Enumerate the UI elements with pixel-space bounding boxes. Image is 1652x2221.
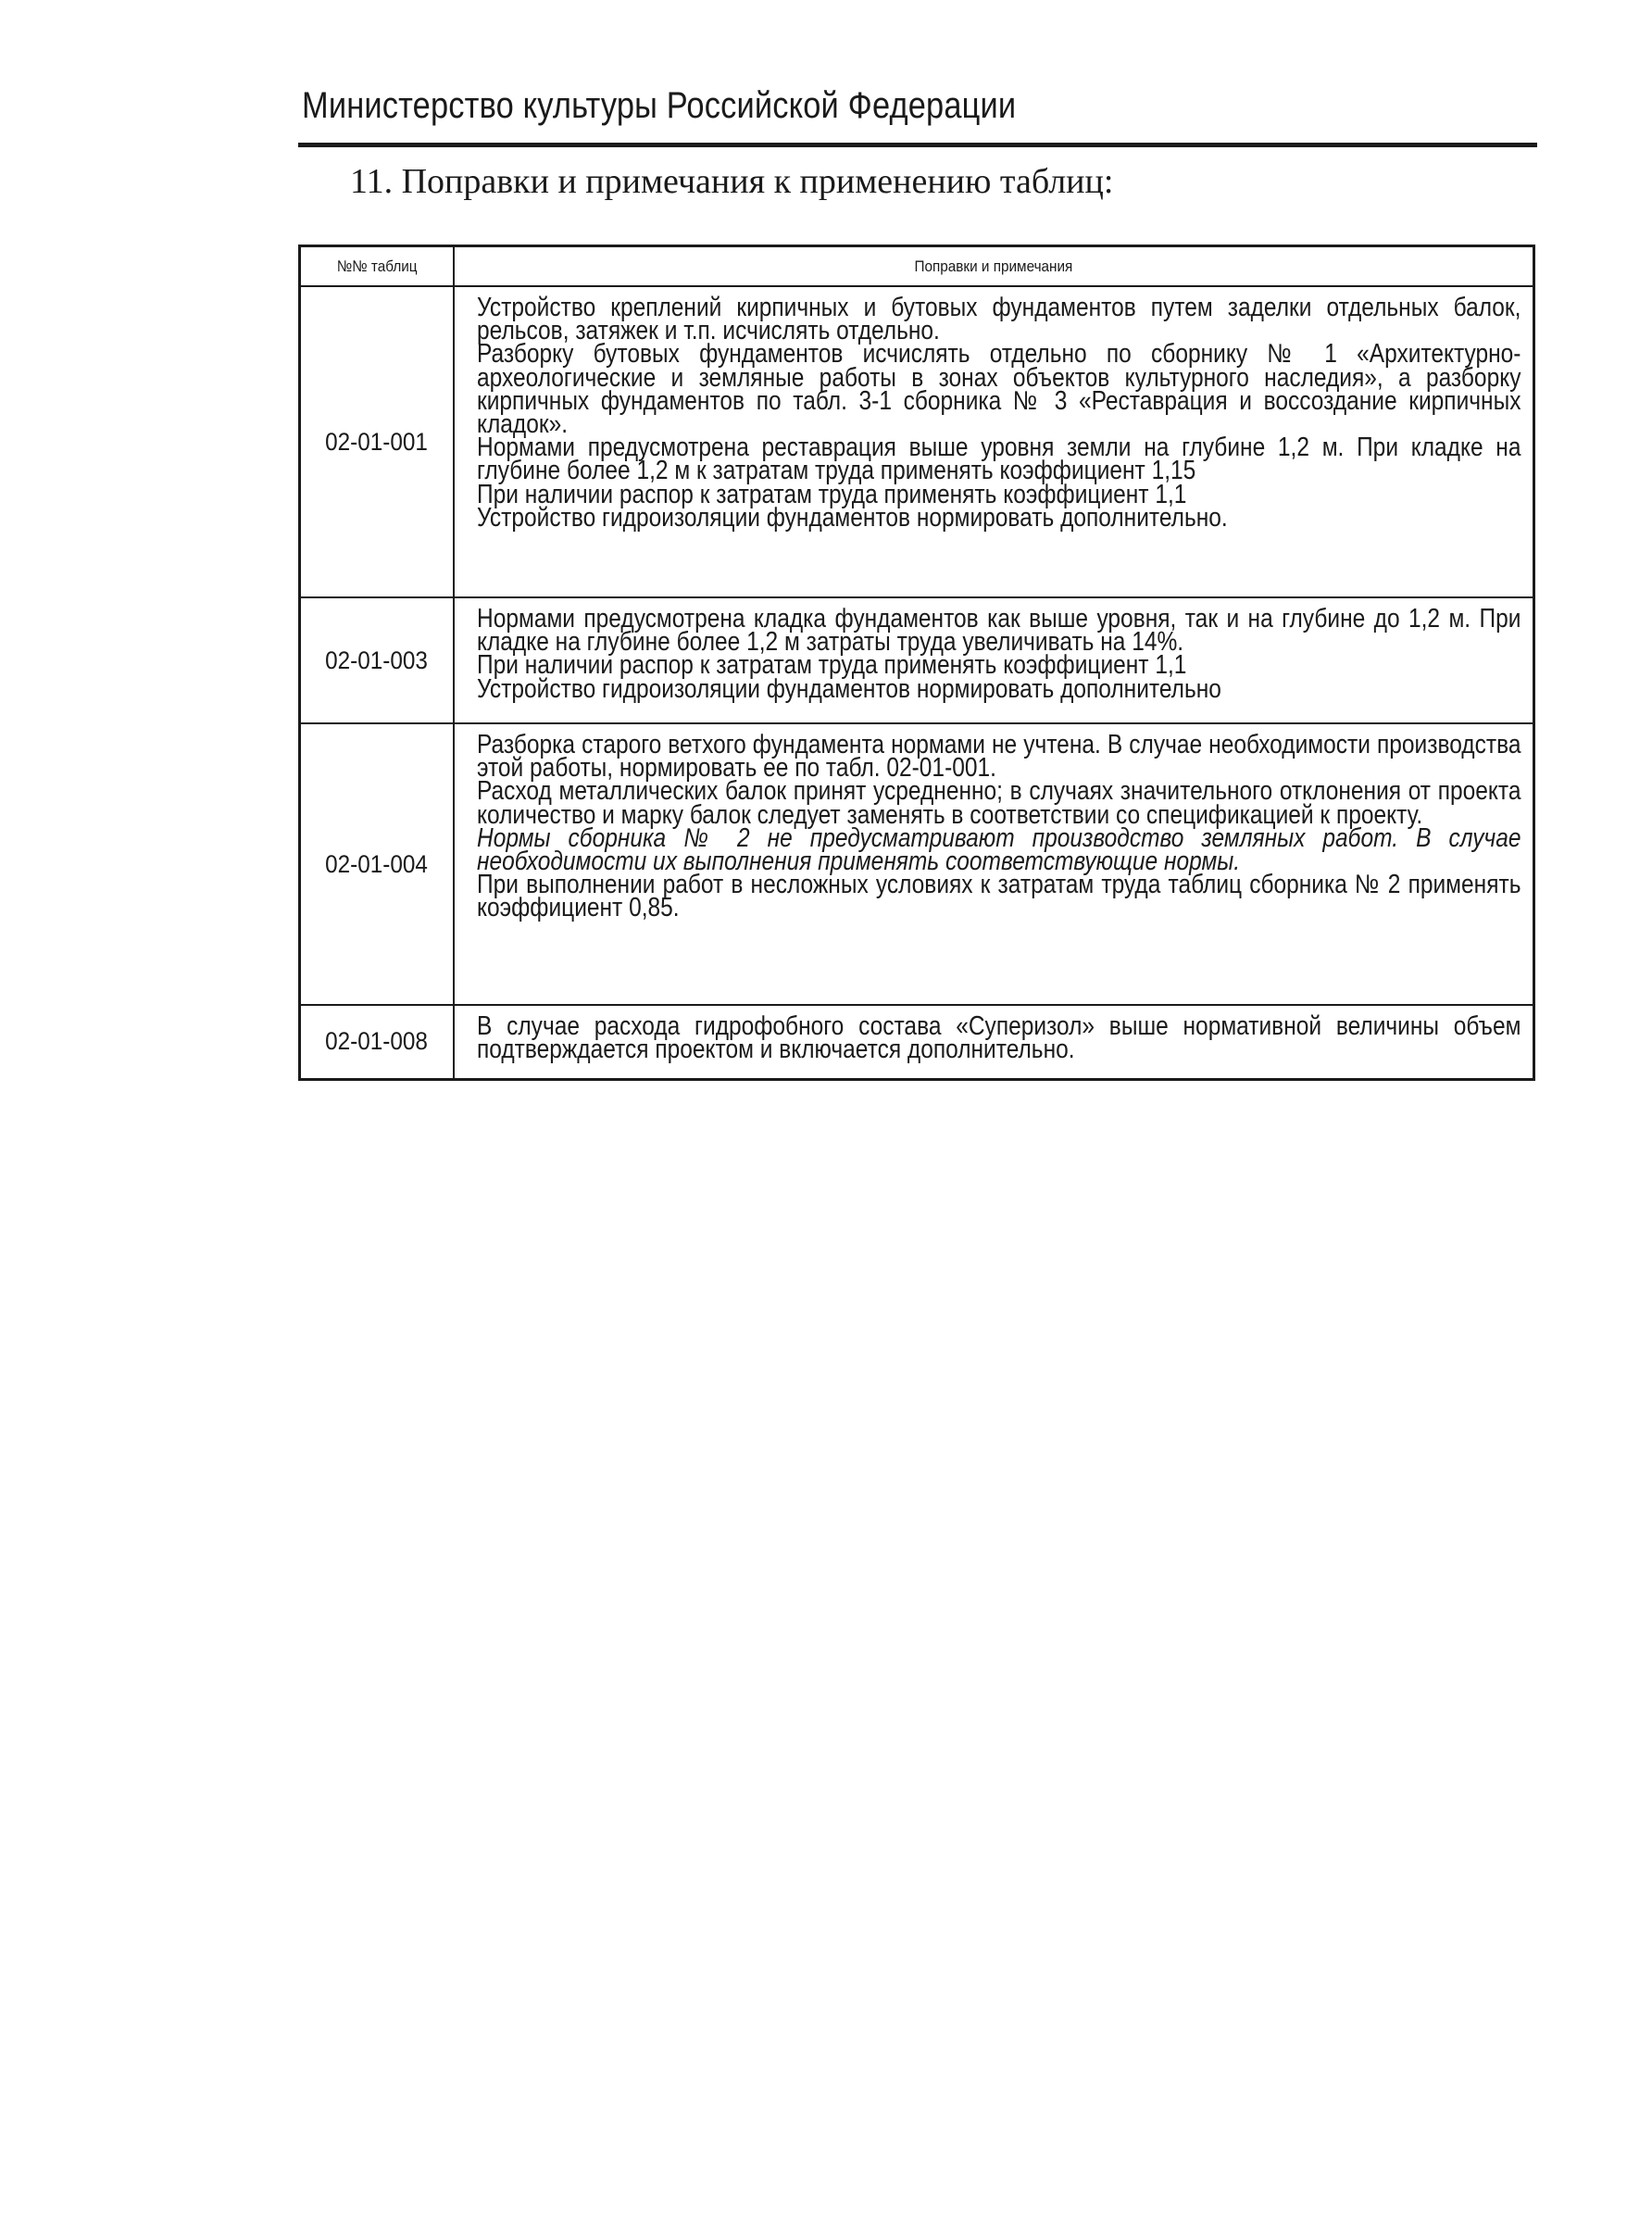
table-header-row (300, 246, 1534, 287)
note-paragraph: При наличии распор к затратам труда применять коэффициент 1,1 (476, 650, 1186, 681)
header-rule (298, 143, 1537, 147)
notes-cell (454, 723, 1534, 1005)
table-number-cell: 02-01-004 (300, 723, 454, 1005)
note-paragraph: Устройство креплений кирпичных и бутовых фундаментов путем заделки отдельных балок, рельсов, затяжек и т.п. исчислять отдельно. (476, 293, 1521, 346)
section-title: 11. Поправки и примечания к применению таблиц: (350, 162, 1114, 201)
table-number-cell: 02-01-008 (300, 1005, 454, 1079)
column-header-table-numbers: №№ таблиц (300, 246, 454, 287)
notes-cell (454, 597, 1534, 723)
note-paragraph: В случае расхода гидрофобного состава «Суперизол» выше нормативной величины объем подтверждается проектом и включается дополнительно. (476, 1011, 1521, 1065)
table-number-cell: 02-01-001 (300, 286, 454, 597)
column-header-notes: Поправки и примечания (454, 246, 1534, 287)
note-paragraph-italic: Нормы сборника № 2 не предусматривают производство земляных работ. В случае необходимости их выполнения применять соответствующие нормы. (476, 822, 1521, 877)
note-paragraph: Нормами предусмотрена кладка фундаментов как выше уровня, так и на глубине до 1,2 м. При кладке на глубине более 1,2 м затраты труда увеличивать на 14%. (476, 604, 1521, 658)
note-paragraph: При наличии распор к затратам труда применять коэффициент 1,1 (476, 479, 1186, 509)
table-number-cell: 02-01-003 (300, 597, 454, 723)
note-paragraph: При выполнении работ в несложных условиях к затратам труда таблиц сборника № 2 применять коэффициент 0,85. (476, 870, 1521, 923)
running-header: Министерство культуры Российской Федерации (302, 85, 1017, 126)
note-paragraph: Расход металлических балок принят усредненно; в случаях значительного отклонения от проекта количество и марку балок следует заменять в соответствии со спецификацией к проекту. (476, 776, 1521, 830)
table-row (300, 723, 1534, 1005)
corrections-table (298, 245, 1535, 1081)
notes-cell (454, 1005, 1534, 1079)
note-paragraph: Устройство гидроизоляции фундаментов нормировать дополнительно. (476, 502, 1228, 533)
notes-cell (454, 286, 1534, 597)
note-paragraph: Разборку бутовых фундаментов исчислять отдельно по сборнику № 1 «Архитектурно-археологические и земляные работы в зонах объектов культурного наследия», а разборку кирпичных фундаментов по табл. 3-1 сборника № 3 «Реставрация и воссоздание кирпичных кладок». (476, 339, 1521, 440)
table-row (300, 597, 1534, 723)
note-paragraph: Устройство гидроизоляции фундаментов нормировать дополнительно (476, 673, 1221, 704)
table-row (300, 1005, 1534, 1079)
note-paragraph: Нормами предусмотрена реставрация выше уровня земли на глубине 1,2 м. При кладке на глубине более 1,2 м к затратам труда применять коэффициент 1,15 (476, 433, 1521, 486)
note-paragraph: Разборка старого ветхого фундамента нормами не учтена. В случае необходимости производства этой работы, нормировать ее по табл. 02-01-001. (476, 730, 1521, 784)
table-row (300, 286, 1534, 597)
